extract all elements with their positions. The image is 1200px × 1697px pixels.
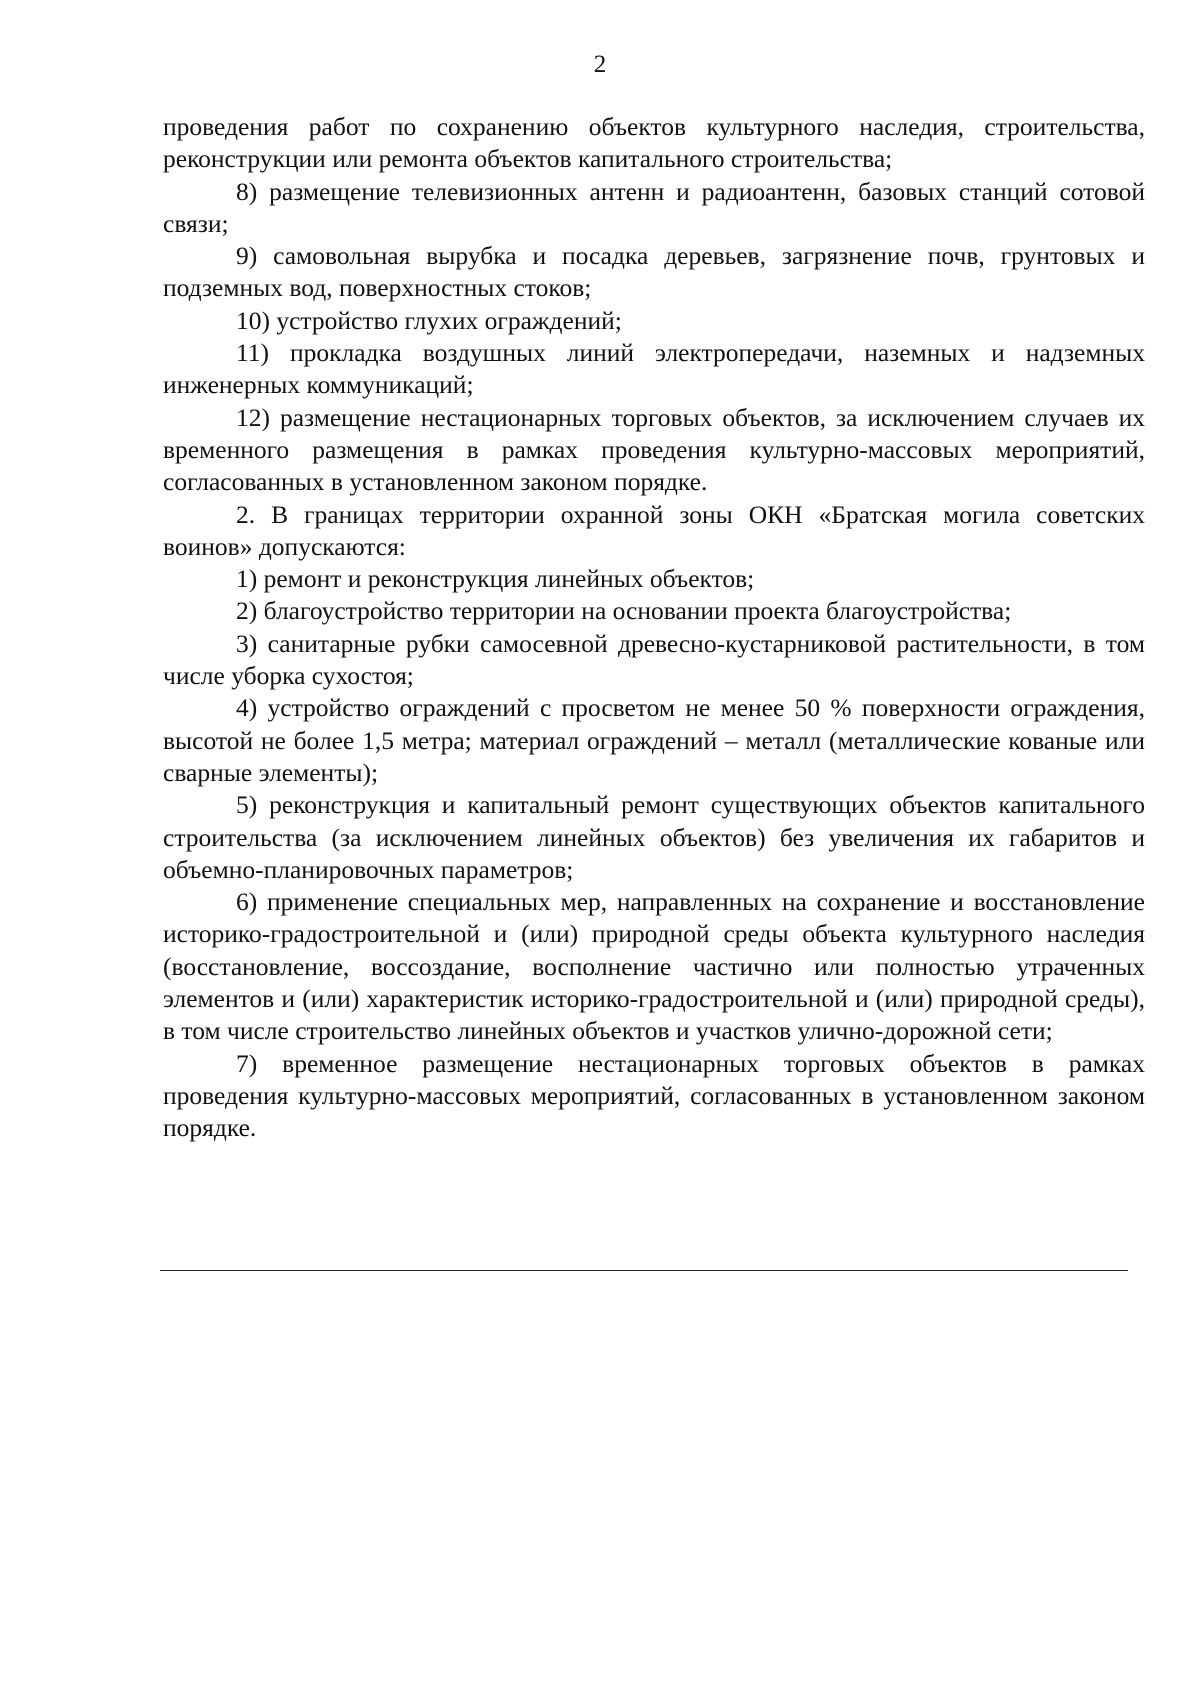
paragraph-prohibited-item-9: 9) самовольная вырубка и посадка деревьев, загрязнение почв, грунтовых и подземных вод, поверхностных стоков;: [163, 241, 1145, 303]
paragraph-allowed-item-3: 3) санитарные рубки самосевной древесно-кустарниковой растительности, в том числе уборка сухостоя;: [163, 628, 1145, 691]
paragraph-allowed-item-5: 5) реконструкция и капитальный ремонт существующих объектов капитального строительства (за исключением линейных объектов) без увеличения их габаритов и объемно-планировочных параметров;: [163, 790, 1145, 884]
paragraph-continuation: проведения работ по сохранению объектов культурного наследия, строительства, реконструкции или ремонта объектов капитального строительства;: [163, 112, 1145, 174]
paragraph-allowed-item-6: 6) применение специальных мер, направленных на сохранение и восстановление историко-градостроительной и (или) природной среды объекта культурного наследия (восстановление, воссоздание, восполнение частично или полностью утраченных элементов и (или) характеристик историко-градостроительной и (или) природной среды), в том числе строительство линейных объектов и участков улично-дорожной сети;: [163, 887, 1145, 1046]
end-of-text-rule: [160, 1270, 1128, 1271]
paragraph-prohibited-item-11: 11) прокладка воздушных линий электропередачи, наземных и надземных инженерных коммуникаций;: [163, 338, 1145, 400]
paragraph-prohibited-item-8: 8) размещение телевизионных антенн и радиоантенн, базовых станций сотовой связи;: [163, 176, 1145, 238]
document-body: [163, 111, 1145, 1145]
paragraph-allowed-item-4: 4) устройство ограждений с просветом не менее 50 % поверхности ограждения, высотой не более 1,5 метра; материал ограждений – металл (металлические кованые или сварные элементы);: [163, 693, 1145, 787]
page-number: 2: [593, 51, 607, 78]
paragraph-prohibited-item-12: 12) размещение нестационарных торговых объектов, за исключением случаев их временного размещения в рамках проведения культурно-массовых мероприятий, согласованных в установленном законом порядке.: [163, 402, 1145, 497]
paragraph-section-2-heading: 2. В границах территории охранной зоны ОКН «Братская могила советских воинов» допускаются:: [163, 499, 1145, 561]
paragraph-allowed-item-1: 1) ремонт и реконструкция линейных объектов;: [236, 564, 755, 594]
paragraph-allowed-item-2: 2) благоустройство территории на основании проекта благоустройства;: [236, 596, 1012, 626]
paragraph-prohibited-item-10: 10) устройство глухих ограждений;: [236, 305, 622, 335]
paragraph-allowed-item-7: 7) временное размещение нестационарных торговых объектов в рамках проведения культурно-массовых мероприятий, согласованных в установленном законом порядке.: [163, 1048, 1145, 1143]
